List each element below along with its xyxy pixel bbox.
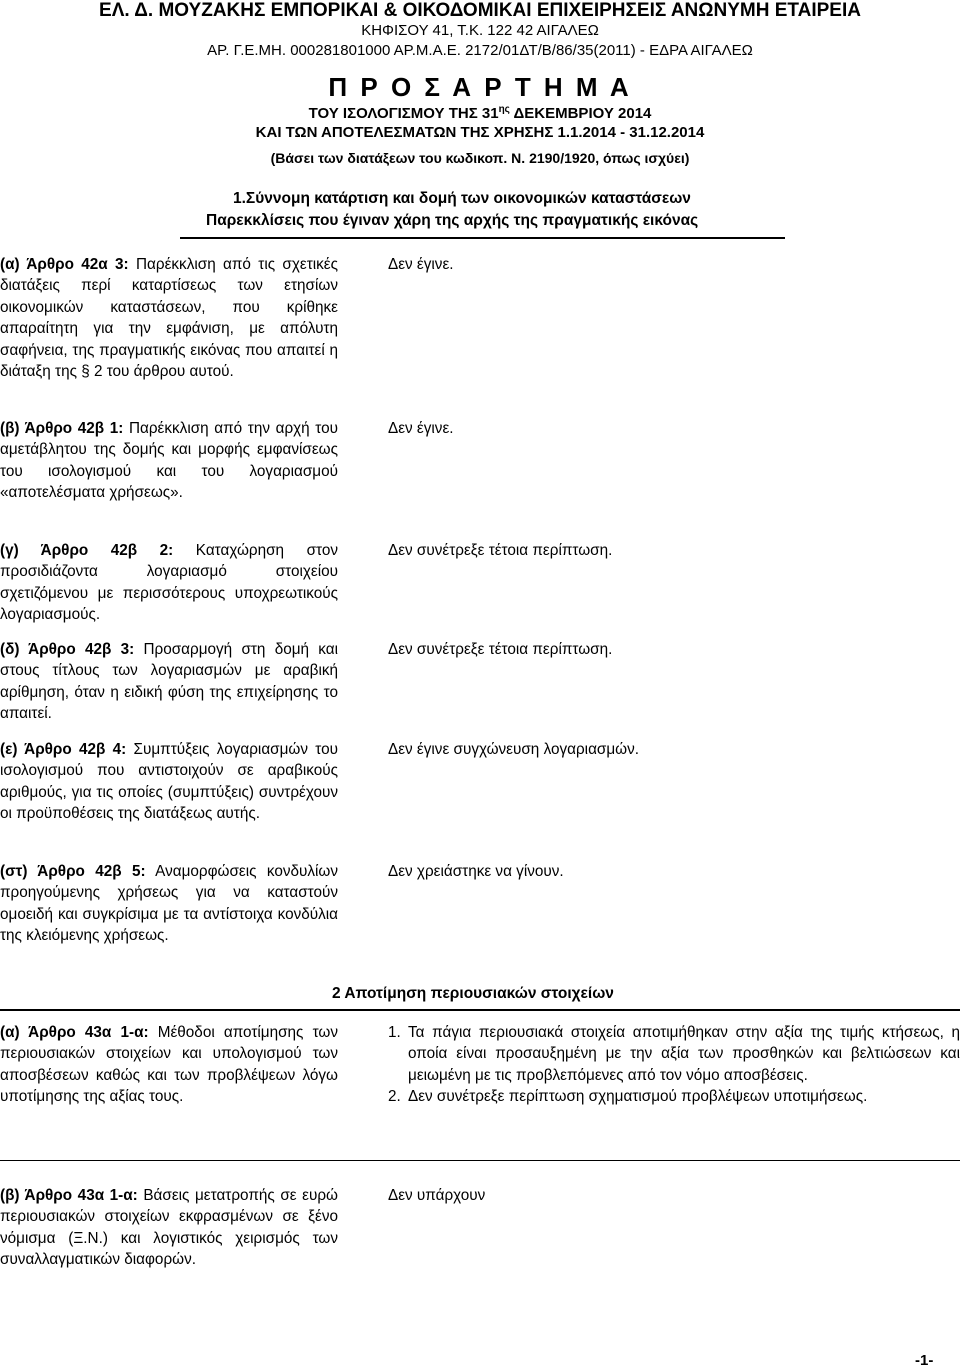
list-item: 2. Δεν συνέτρεξε περίπτωση σχηματισμού προβλέψεων υποτιμήσεως. [388,1088,868,1106]
subtitle-balance-post: ΔΕΚΕΜΒΡΙΟΥ 2014 [509,105,652,122]
item-d-text: (δ) Άρθρο 42β 3: Προσαρμογή στη δομή και στους τίτλους των λογαριασμών με αραβική αρίθμηση, όταν η ειδική φύση της επιχείρησης το απαιτεί. [0,641,339,723]
page-number: -1- [915,1352,934,1369]
company-address: ΚΗΦΙΣΟΥ 41, Τ.Κ. 122 42 ΑΙΓΑΛΕΩ [361,22,599,39]
item-a-answer: Δεν έγινε. [388,256,454,273]
document-title: Π Ρ Ο Σ Α Ρ Τ Η Μ Α [328,72,632,102]
item-c-answer: Δεν συνέτρεξε τέτοια περίπτωση. [388,542,613,559]
item-f-answer: Δεν χρειάστηκε να γίνουν. [388,863,564,880]
section-2-item-divider [0,1160,960,1161]
subtitle-balance [0,104,960,122]
item-f-text: (στ) Άρθρο 42β 5: Αναμορφώσεις κονδυλίων προηγούμενης χρήσεως για να καταστούν ομοειδή και συγκρίσιμα με τα αντίστοιχα κονδύλια της κλειόμενης χρήσεως. [0,863,338,945]
item-2b-text: (β) Άρθρο 43α 1-α: Βάσεις μετατροπής σε ευρώ περιουσιακών στοιχείων εκφρασμένων σε ξένο νόμισμα (Ξ.Ν.) και λογιστικός χειρισμός των συναλλαγματικών διαφορών. [0,1187,338,1269]
section-1-divider [180,237,785,239]
registry-info: ΑΡ. Γ.Ε.ΜΗ. 000281801000 ΑΡ.Μ.Α.Ε. 2172/01ΔΤ/Β/86/35(2011) - ΕΔΡΑ ΑΙΓΑΛΕΩ [207,42,753,59]
list-item: 1. Τα πάγια περιουσιακά στοιχεία αποτιμήθηκαν στην αξία της τιμής κτήσεως, η οποία είναι προσαυξημένη με την αξία των προσθηκών και βελτιώσεων και μειωμένη με τις προβλεπόμενες από τον νόμο αποσβέσεις. [388,1024,960,1084]
item-2a-text: (α) Άρθρο 43α 1-α: Μέθοδοι αποτίμησης των περιουσιακών στοιχείων και υπολογισμού των αποσβέσεων καθώς και των προβλέψεων λόγω υποτίμησης της αξίας τους. [0,1024,338,1106]
subtitle-legal-basis: (Βάσει των διατάξεων του κωδικοπ. Ν. 2190/1920, όπως ισχύει) [270,150,690,166]
item-2a-answers [388,1022,960,1108]
item-e-text: (ε) Άρθρο 42β 4: Συμπτύξεις λογαριασμών του ισολογισμού που αντιστοιχούν σε αραβικούς αριθμούς, για τις οποίες (συμπτύξεις) συντρέχουν οι προϋποθέσεις της διατάξεως αυτής. [0,741,338,823]
section-1-subtitle: Παρεκκλίσεις που έγιναν χάρη της αρχής της πραγματικής εικόνας [206,212,699,229]
item-c-text: (γ) Άρθρο 42β 2: Καταχώρηση στον προσιδιάζοντα λογαριασμό στοιχείου σχετιζόμενου με περισσότερους υποχρεωτικούς λογαριασμούς. [0,542,338,624]
item-d-answer: Δεν συνέτρεξε τέτοια περίπτωση. [388,641,613,658]
subtitle-balance-sup: ης [498,104,510,115]
section-2-title: 2 Αποτίμηση περιουσιακών στοιχείων [332,985,614,1002]
item-b-answer: Δεν έγινε. [388,420,454,437]
company-name: ΕΛ. Δ. ΜΟΥΖΑΚΗΣ ΕΜΠΟΡΙΚΑΙ & ΟΙΚΟΔΟΜΙΚΑΙ ΕΠΙΧΕΙΡΗΣΕΙΣ ΑΝΩΝΥΜΗ ΕΤΑΙΡΕΙΑ [99,0,861,21]
section-1-title: 1.Σύννομη κατάρτιση και δομή των οικονομικών καταστάσεων [233,190,691,207]
item-2b-answer: Δεν υπάρχουν [388,1187,486,1204]
subtitle-results: ΚΑΙ ΤΩΝ ΑΠΟΤΕΛΕΣΜΑΤΩΝ ΤΗΣ ΧΡΗΣΗΣ 1.1.2014 - 31.12.2014 [255,124,705,141]
item-b-text: (β) Άρθρο 42β 1: Παρέκκλιση από την αρχή του αμετάβλητου της δομής και μορφής εμφανίσεως του ισολογισμού και του λογαριασμού «αποτελέσματα χρήσεως». [0,420,338,502]
item-e-answer: Δεν έγινε συγχώνευση λογαριασμών. [388,741,640,758]
section-2-divider [0,1009,960,1011]
item-a-text: (α) Άρθρο 42α 3: Παρέκκλιση από τις σχετικές διατάξεις περί καταρτίσεως των ετησίων οικονομικών καταστάσεων, που κρίθηκε απαραίτητη για την εμφάνιση, με απόλυτη σαφήνεια, της πραγματικής εικόνας που απαιτεί η διάταξη της § 2 του άρθρου αυτού. [0,256,338,381]
subtitle-balance-pre: ΤΟΥ ΙΣΟΛΟΓΙΣΜΟΥ ΤΗΣ 31 [308,105,499,122]
